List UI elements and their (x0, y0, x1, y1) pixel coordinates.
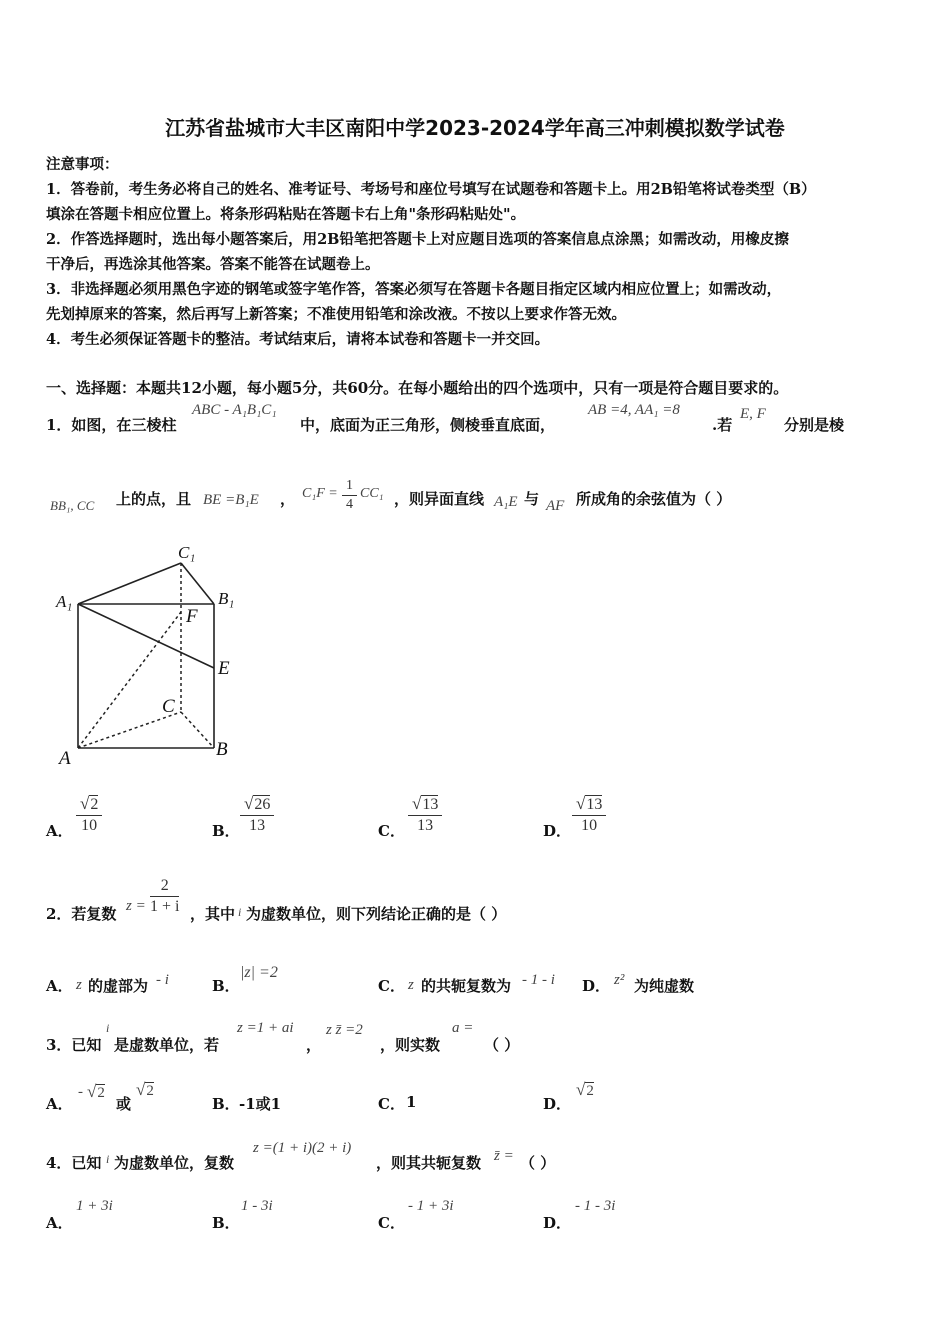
q4-math: z =(1 + i)(2 + i) (253, 1140, 352, 1156)
notes-line: 3．非选择题必须用黑色字迹的钢笔或签字笔作答，答案必须写在答题卡各题目指定区域内相应位置上；如需改动， (46, 281, 782, 298)
q1-text: 与 (524, 490, 540, 508)
q3-text: ，则实数 (380, 1036, 441, 1054)
q2-option-a-text: 的虚部为 (88, 977, 149, 995)
q1-math: BE =B₁E (203, 492, 259, 508)
q1-option-b-value[interactable]: √26 13 (240, 794, 274, 835)
q1-math: C₁F = (302, 486, 338, 501)
q3-option-c-text: 1 (406, 1093, 417, 1111)
q1-option-a-value[interactable]: √2 10 (76, 794, 102, 835)
q2-math: |z| =2 (240, 964, 278, 981)
q3-math: √2 (136, 1080, 154, 1099)
q2-option-d-text: 为纯虚数 (634, 977, 695, 995)
q3-text: 是虚数单位，若 (114, 1036, 220, 1054)
q2-math: - 1 - i (522, 972, 555, 988)
q4-option-a-label[interactable]: A． (46, 1214, 73, 1232)
q3-math: √2 (576, 1080, 594, 1099)
edge-ac (78, 712, 181, 748)
notes-line: 2．作答选择题时，选出每小题答案后，用2B铅笔把答题卡上对应题目选项的答案信息点涂黑；如需改动，用橡皮擦 (46, 231, 789, 248)
q3-text: （ ） (484, 1036, 520, 1054)
q1-math: AF (546, 498, 565, 514)
notes-line: 干净后，再选涂其他答案。答案不能答在试题卷上。 (46, 256, 380, 273)
q2-text: 为虚数单位，则下列结论正确的是（ ） (246, 905, 507, 923)
q2-option-b-label[interactable]: B． (212, 977, 240, 995)
q3-option-a-text: 或 (116, 1095, 132, 1113)
q2-option-c-text: 的共轭复数为 (421, 977, 512, 995)
q4-option-b-value[interactable]: 1 - 3i (241, 1198, 273, 1214)
q1-text: .若 (712, 416, 733, 434)
label-c: C (162, 696, 175, 717)
q2-option-c-label[interactable]: C． (378, 977, 405, 995)
q2-option-a-label[interactable]: A． (46, 977, 73, 995)
q1-math: E, F (740, 406, 766, 422)
q3-math: z =1 + ai (237, 1020, 294, 1036)
q4-option-a-value[interactable]: 1 + 3i (76, 1198, 113, 1214)
q4-option-b-label[interactable]: B． (212, 1214, 240, 1232)
q4-text: 4．已知 (46, 1154, 102, 1172)
q1-option-c-label[interactable]: C． (378, 822, 405, 840)
q2-math: z (408, 977, 414, 993)
q4-option-c-label[interactable]: C． (378, 1214, 405, 1232)
page-title: 江苏省盐城市大丰区南阳中学2023-2024学年高三冲刺模拟数学试卷 (165, 116, 785, 140)
q4-math: i (106, 1152, 110, 1166)
label-b1: B₁ (218, 589, 235, 608)
edge-cb (181, 712, 214, 748)
q1-option-a-label[interactable]: A． (46, 822, 73, 840)
q1-math: CC₁ (360, 486, 384, 501)
q1-option-b-label[interactable]: B． (212, 822, 240, 840)
notes-line: 4．考生必须保证答题卡的整洁。考试结束后，请将本试卷和答题卡一并交回。 (46, 331, 550, 348)
q1-text: 上的点，且 (116, 490, 192, 508)
q1-text: ，则异面直线 (394, 490, 485, 508)
q3-option-d-label[interactable]: D． (543, 1095, 572, 1113)
q1-fraction: 1 4 (342, 478, 357, 513)
q1-text: 1．如图，在三棱柱 (46, 416, 177, 434)
label-b: B (216, 739, 228, 760)
q1-option-c-value[interactable]: √13 13 (408, 794, 442, 835)
notes-line: 1．答卷前，考生务必将自己的姓名、准考证号、考场号和座位号填写在试题卷和答题卡上。用2B铅笔将试卷类型（B） (46, 181, 816, 198)
q1-math: ABC - A₁B₁C₁ (192, 402, 277, 418)
q2-math: - i (156, 972, 169, 988)
label-a: A (59, 748, 71, 769)
q2-text: ，其中 (190, 905, 236, 923)
q2-fraction: 2 1 + i (150, 877, 180, 915)
edge-c1b1 (181, 563, 214, 604)
q3-math: i (106, 1021, 110, 1035)
notes-line: 先划掉原来的答案，然后再写上新答案；不准使用铅笔和涂改液。不按以上要求作答无效。 (46, 306, 626, 323)
q2-math: z (76, 977, 82, 993)
q2-math: i (238, 905, 242, 919)
q1-text: 分别是棱 (784, 416, 845, 434)
q3-text: 3．已知 (46, 1036, 102, 1054)
label-a1: A₁ (56, 592, 73, 611)
q1-text: 所成角的余弦值为（ ） (576, 490, 732, 508)
notes-heading: 注意事项： (46, 156, 119, 173)
q4-text: 为虚数单位，复数 (114, 1154, 235, 1172)
q1-math: A₁E (494, 494, 518, 510)
q4-text: （ ） (520, 1154, 556, 1172)
label-e: E (218, 658, 230, 679)
q1-option-d-value[interactable]: √13 10 (572, 794, 606, 835)
segment-af (78, 612, 181, 748)
label-f: F (186, 606, 198, 627)
q3-option-a-label[interactable]: A． (46, 1095, 73, 1113)
label-c1: C₁ (178, 543, 196, 562)
q2-option-d-label[interactable]: D． (582, 977, 611, 995)
q2-math: z = (126, 898, 146, 914)
q3-option-c-label[interactable]: C． (378, 1095, 405, 1113)
q3-text: ， (306, 1036, 322, 1054)
q4-math: z̄ = (494, 1148, 514, 1164)
section-heading: 一、选择题：本题共12小题，每小题5分，共60分。在每小题给出的四个选项中，只有一项是符合题目要求的。 (46, 379, 789, 397)
q1-option-d-label[interactable]: D． (543, 822, 572, 840)
q4-option-d-value[interactable]: - 1 - 3i (575, 1198, 616, 1214)
q3-math: z z̄ =2 (326, 1022, 363, 1038)
prism-figure (50, 540, 250, 770)
q3-option-b-label[interactable]: B． (212, 1095, 240, 1113)
q1-text: ， (280, 490, 296, 508)
q2-math: z² (614, 972, 625, 988)
q2-text: 2．若复数 (46, 905, 117, 923)
notes-line: 填涂在答题卡相应位置上。将条形码粘贴在答题卡右上角"条形码粘贴处"。 (46, 206, 526, 223)
q4-text: ，则其共轭复数 (376, 1154, 482, 1172)
q3-math: a = (452, 1020, 474, 1036)
q4-option-d-label[interactable]: D． (543, 1214, 572, 1232)
edge-a1c1 (78, 563, 181, 604)
q4-option-c-value[interactable]: - 1 + 3i (408, 1198, 454, 1214)
q1-text: 中，底面为正三角形，侧棱垂直底面， (300, 416, 556, 434)
q1-math: BB₁, CC (50, 498, 95, 513)
q3-math: - (78, 1084, 83, 1100)
q3-option-b-text: -1或1 (239, 1095, 282, 1113)
q1-math: AB =4, AA₁ =8 (588, 402, 680, 418)
q3-math: √2 (87, 1082, 105, 1101)
